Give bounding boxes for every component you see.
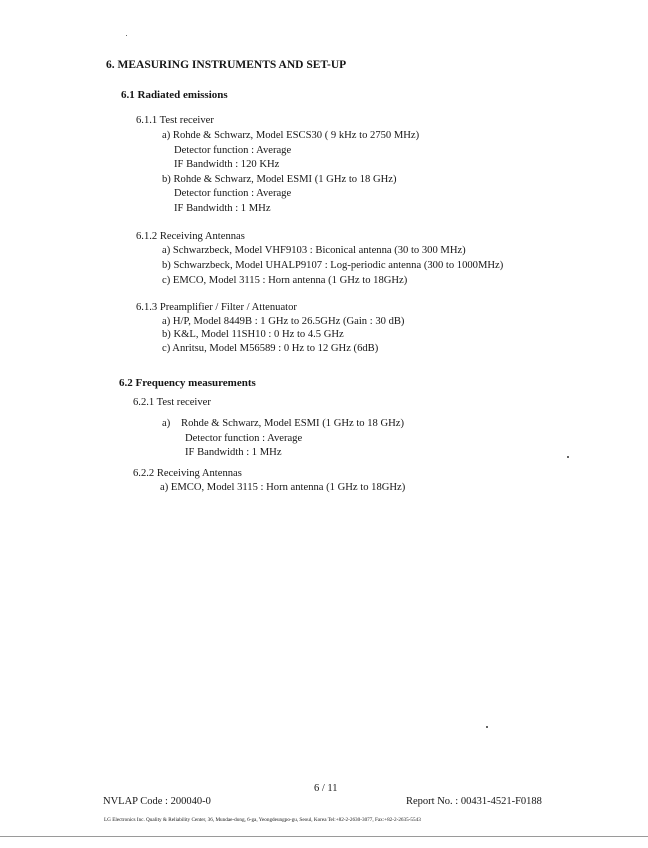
s621-item-a-bandwidth: IF Bandwidth : 1 MHz bbox=[185, 447, 282, 458]
section-6-1-heading: 6.1 Radiated emissions bbox=[121, 89, 228, 101]
s611-item-a-bandwidth: IF Bandwidth : 120 KHz bbox=[174, 159, 280, 170]
s611-item-a-detector: Detector function : Average bbox=[174, 145, 292, 156]
s622-item-a: a) EMCO, Model 3115 : Horn antenna (1 GHz to 18GHz) bbox=[160, 482, 406, 493]
section-6-1-3-heading: 6.1.3 Preamplifier / Filter / Attenuator bbox=[136, 302, 297, 313]
s612-item-b: b) Schwarzbeck, Model UHALP9107 : Log-periodic antenna (300 to 1000MHz) bbox=[162, 260, 504, 271]
section-6-2-1-heading: 6.2.1 Test receiver bbox=[133, 397, 211, 408]
s612-item-a: a) Schwarzbeck, Model VHF9103 : Biconical antenna (30 to 300 MHz) bbox=[162, 245, 466, 256]
section-6-1-1-heading: 6.1.1 Test receiver bbox=[136, 115, 214, 126]
section-6-heading: 6. MEASURING INSTRUMENTS AND SET-UP bbox=[106, 59, 347, 71]
bottom-rule bbox=[0, 836, 648, 837]
section-6-1-2-heading: 6.1.2 Receiving Antennas bbox=[136, 231, 245, 242]
report-number: Report No. : 00431-4521-F0188 bbox=[406, 796, 542, 807]
s613-item-b: b) K&L, Model 11SH10 : 0 Hz to 4.5 GHz bbox=[162, 329, 344, 340]
company-address: LG Electronics Inc. Quality & Reliability Center, 36, Mundae-dong, 6-ga, Yeongdeungpo-gu, Seoul, Korea Tel:+82-2-2630-3077, Fax:+82-2-2635-5543 bbox=[104, 817, 421, 823]
s612-item-c: c) EMCO, Model 3115 : Horn antenna (1 GHz to 18GHz) bbox=[162, 275, 408, 286]
s611-item-b: b) Rohde & Schwarz, Model ESMI (1 GHz to 18 GHz) bbox=[162, 174, 397, 185]
s621-item-a-marker: a) bbox=[162, 418, 171, 429]
page-number: 6 / 11 bbox=[314, 783, 338, 794]
scan-speck bbox=[126, 35, 127, 36]
s613-item-a: a) H/P, Model 8449B : 1 GHz to 26.5GHz (Gain : 30 dB) bbox=[162, 316, 405, 327]
scan-speck bbox=[486, 726, 488, 728]
s611-item-a: a) Rohde & Schwarz, Model ESCS30 ( 9 kHz to 2750 MHz) bbox=[162, 130, 420, 141]
s611-item-b-detector: Detector function : Average bbox=[174, 188, 292, 199]
s621-item-a: Rohde & Schwarz, Model ESMI (1 GHz to 18 GHz) bbox=[181, 418, 405, 429]
scan-speck bbox=[567, 456, 569, 458]
s621-item-a-detector: Detector function : Average bbox=[185, 433, 303, 444]
section-6-2-2-heading: 6.2.2 Receiving Antennas bbox=[133, 468, 242, 479]
section-6-2-heading: 6.2 Frequency measurements bbox=[119, 377, 256, 389]
nvlap-code: NVLAP Code : 200040-0 bbox=[103, 796, 211, 807]
s611-item-b-bandwidth: IF Bandwidth : 1 MHz bbox=[174, 203, 271, 214]
s613-item-c: c) Anritsu, Model M56589 : 0 Hz to 12 GHz (6dB) bbox=[162, 343, 379, 354]
